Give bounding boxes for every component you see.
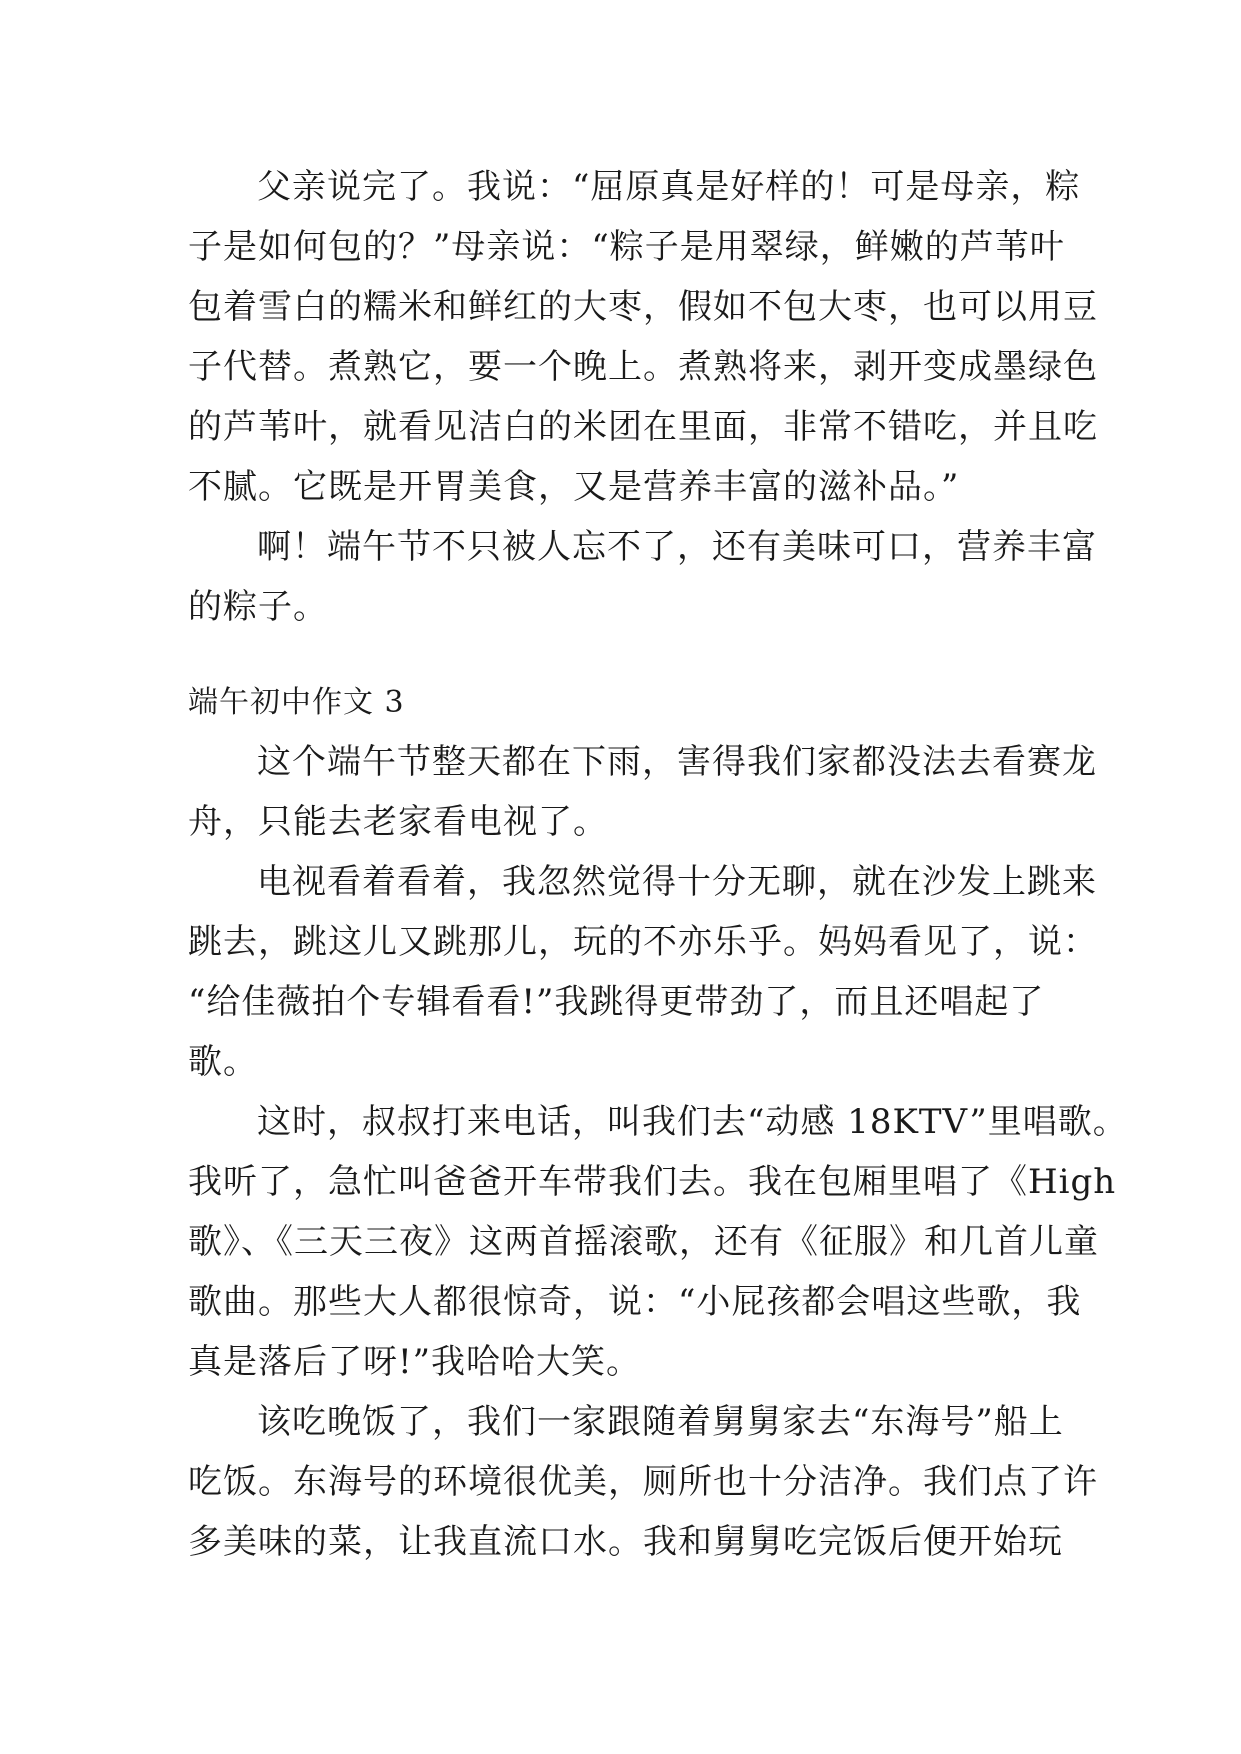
essay-section-2 [188,732,1128,1572]
paragraph-line: 电视看着看着，我忽然觉得十分无聊，就在沙发上跳来 [257,862,1097,902]
paragraph-line: 这时，叔叔打来电话，叫我们去“动感 18KTV”里唱歌。 [257,1102,1128,1142]
paragraph-line: “给佳薇拍个专辑看看!”我跳得更带劲了，而且还唱起了 [188,982,1045,1022]
paragraph-line: 不腻。它既是开胃美食，又是营养丰富的滋补品。” [188,467,960,507]
paragraph-line: 包着雪白的糯米和鲜红的大枣，假如不包大枣，也可以用豆 [188,287,1098,327]
paragraph-line: 跳去，跳这儿又跳那儿，玩的不亦乐乎。妈妈看见了，说： [188,922,1098,962]
paragraph-line: 真是落后了呀!”我哈哈大笑。 [188,1342,642,1382]
paragraph-line: 舟，只能去老家看电视了。 [188,802,608,842]
paragraph-line: 多美味的菜，让我直流口水。我和舅舅吃完饭后便开始玩 [188,1522,1063,1562]
essay-section-1 [188,157,1098,637]
paragraph-line: 的粽子。 [188,587,328,627]
paragraph-line: 歌。 [188,1042,258,1082]
paragraph-line: 我听了，急忙叫爸爸开车带我们去。我在包厢里唱了《High [188,1162,1117,1202]
paragraph-line: 这个端午节整天都在下雨，害得我们家都没法去看赛龙 [257,742,1097,782]
paragraph-line: 父亲说完了。我说：“屈原真是好样的！可是母亲，粽 [257,167,1081,207]
paragraph-line: 歌曲。那些大人都很惊奇，说：“小屁孩都会唱这些歌，我 [188,1282,1082,1322]
paragraph-line: 子代替。煮熟它，要一个晚上。煮熟将来，剥开变成墨绿色 [188,347,1098,387]
paragraph-line: 歌》、《三天三夜》这两首摇滚歌，还有《征服》和几首儿童 [188,1222,1099,1262]
paragraph-line: 吃饭。东海号的环境很优美，厕所也十分洁净。我们点了许 [188,1462,1098,1502]
section-heading: 端午初中作文 3 [188,685,405,720]
paragraph-line: 该吃晚饭了，我们一家跟随着舅舅家去“东海号”船上 [257,1402,1064,1442]
paragraph-line: 子是如何包的？”母亲说：“粽子是用翠绿，鲜嫩的芦苇叶 [188,227,1065,267]
paragraph-line: 的芦苇叶，就看见洁白的米团在里面，非常不错吃，并且吃 [188,407,1098,447]
paragraph-line: 啊！端午节不只被人忘不了，还有美味可口，营养丰富 [257,527,1097,567]
